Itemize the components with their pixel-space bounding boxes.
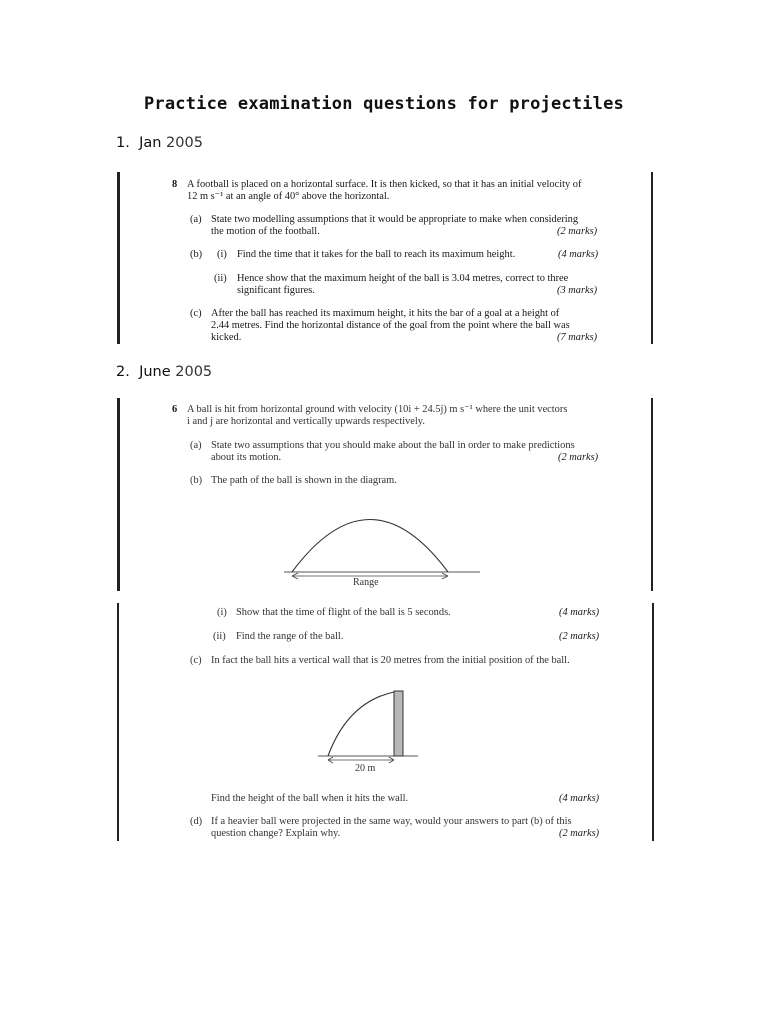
section-year: 2005 [175,364,213,380]
section-number: 2. [116,364,130,380]
trajectory-curve [292,520,448,573]
right-margin-bar [651,398,653,591]
wall [394,691,403,756]
part-bi-text: Find the time that it takes for the ball to reach its maximum height. [237,249,516,260]
trajectory-curve [328,692,394,756]
part-c-label: (c) [190,655,202,666]
distance-label: 20 m [355,763,376,774]
part-bii-marks: (2 marks) [559,631,600,642]
right-margin-bar [652,603,654,841]
left-margin-bar [117,603,119,841]
part-bi-text: Show that the time of flight of the ball is 5 seconds. [236,607,451,618]
right-margin-bar [651,172,653,344]
part-c-find: Find the height of the ball when it hits the wall. [211,793,409,804]
part-bii-line2: significant figures. [237,285,315,296]
part-c-label: (c) [190,308,202,319]
part-bii-label: (ii) [214,273,227,284]
part-c-line2: 2.44 metres. Find the horizontal distance of the goal from the point where the ball was [211,320,570,331]
part-bi-marks: (4 marks) [559,607,600,618]
section-month: Jan [139,135,162,151]
question-number: 6 [172,404,178,415]
question-intro-line2: 12 m s⁻¹ at an angle of 40° above the horizontal. [187,191,390,202]
part-bii-text: Find the range of the ball. [236,631,344,642]
trajectory-diagram [284,500,484,600]
part-bi-marks: (4 marks) [558,249,599,260]
range-label: Range [353,577,379,588]
part-a-line1: State two modelling assumptions that it would be appropriate to make when considering [211,214,579,225]
part-a-line2: the motion of the football. [211,226,320,237]
part-a-label: (a) [190,440,202,451]
question-number: 8 [172,179,178,190]
section-heading-1 [116,135,203,151]
part-d-line2: question change? Explain why. [211,828,341,839]
part-a-line1: State two assumptions that you should make about the ball in order to make predictions [211,440,575,451]
part-c-text: In fact the ball hits a vertical wall that is 20 metres from the initial position of the ball. [211,655,570,666]
section-heading-2 [116,364,212,380]
part-d-line1: If a heavier ball were projected in the same way, would your answers to part (b) of this [211,816,572,827]
part-a-marks: (2 marks) [557,226,598,237]
left-margin-bar [117,398,120,591]
question-intro-line1: A football is placed on a horizontal surface. It is then kicked, so that it has an initial velocity of [187,179,582,190]
part-b-text: The path of the ball is shown in the diagram. [211,475,397,486]
part-bii-marks: (3 marks) [557,285,598,296]
part-bi-label: (i) [217,607,227,618]
part-c-line3: kicked. [211,332,242,343]
part-a-marks: (2 marks) [558,452,599,463]
part-d-marks: (2 marks) [559,828,600,839]
part-c-marks: (4 marks) [559,793,600,804]
section-year: 2005 [166,135,203,151]
question-intro-line2: i and j are horizontal and vertically upwards respectively. [187,416,425,427]
section-month: June [139,364,171,380]
left-margin-bar [117,172,120,344]
page-title: Practice examination questions for projectiles [143,94,624,114]
part-a-label: (a) [190,214,202,225]
part-d-label: (d) [190,816,203,827]
part-b-label: (b) [190,475,203,486]
part-a-line2: about its motion. [211,452,282,463]
part-c-line1: After the ball has reached its maximum height, it hits the bar of a goal at a height of [211,308,560,319]
section-number: 1. [116,135,130,151]
question-intro-line1: A ball is hit from horizontal ground with velocity (10i + 24.5j) m s⁻¹ where the unit vectors [187,404,568,415]
part-c-marks: (7 marks) [557,332,598,343]
part-b-label: (b) [190,249,203,260]
part-bii-label: (ii) [213,631,226,642]
part-bii-line1: Hence show that the maximum height of the ball is 3.04 metres, correct to three [237,273,569,284]
part-bi-label: (i) [217,249,227,260]
